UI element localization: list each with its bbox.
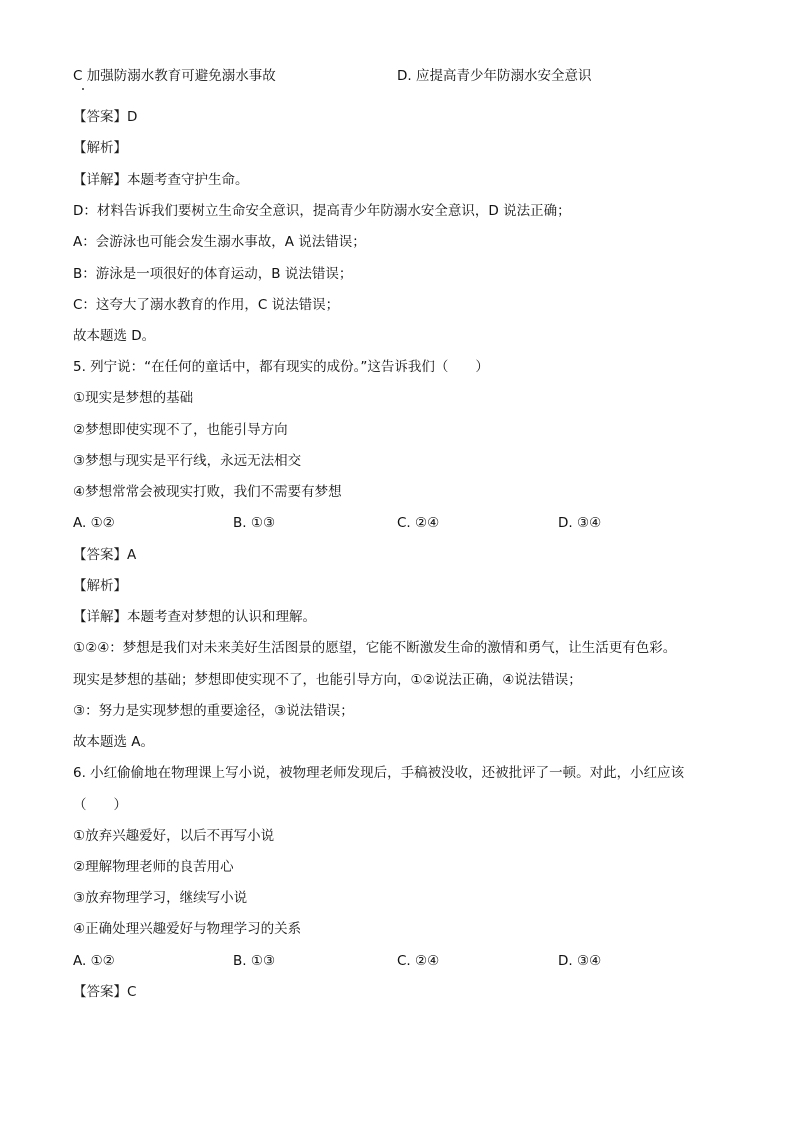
detail-line: 故本题选 A。 [73, 734, 155, 750]
option-d: D. ③④ [558, 953, 602, 969]
question-item: ②理解物理老师的良苦用心 [73, 859, 234, 875]
analysis-label: 【解析】 [73, 578, 127, 594]
question-6-stem: 6. 小红偷偷地在物理课上写小说，被物理老师发现后，手稿被没收，还被批评了一顿。对此，小红应该 [73, 765, 685, 781]
detail-line: ③：努力是实现梦想的重要途径，③说法错误； [73, 703, 354, 719]
option-c: C. ②④ [397, 515, 440, 531]
detail-line: D：材料告诉我们要树立生命安全意识，提高青少年防溺水安全意识，D 说法正确； [73, 203, 571, 219]
detail-line: ①②④：梦想是我们对未来美好生活图景的愿望，它能不断激发生命的激情和勇气，让生活更有色彩。 [73, 640, 677, 656]
answer-label: 【答案】C [73, 984, 137, 1000]
question-item: ②梦想即使实现不了，也能引导方向 [73, 422, 288, 438]
detail-line: 故本题选 D。 [73, 328, 156, 344]
option-c: C. ②④ [397, 953, 440, 969]
answer-label: 【答案】D [73, 109, 138, 125]
question-6-stem-cont: （ ） [73, 797, 127, 813]
option-d: D. ③④ [558, 515, 602, 531]
question-item: ③梦想与现实是平行线，永远无法相交 [73, 453, 302, 469]
detail-line: C：这夸大了溺水教育的作用，C 说法错误； [73, 297, 340, 313]
detail-line: 现实是梦想的基础；梦想即使实现不了，也能引导方向，①②说法正确，④说法错误； [73, 672, 582, 688]
stray-dot [82, 88, 84, 90]
question-item: ④正确处理兴趣爱好与物理学习的关系 [73, 921, 302, 937]
option-a: A. ①② [73, 953, 115, 969]
option-b: B. ①③ [233, 953, 276, 969]
option-d: D. 应提高青少年防溺水安全意识 [397, 68, 592, 84]
detail-text: 【详解】本题考查守护生命。 [73, 172, 249, 188]
detail-line: B：游泳是一项很好的体育运动，B 说法错误； [73, 266, 353, 282]
option-a: A. ①② [73, 515, 115, 531]
answer-label: 【答案】A [73, 547, 137, 563]
option-c: C 加强防溺水教育可避免溺水事故 [73, 68, 276, 84]
question-item: ①现实是梦想的基础 [73, 390, 194, 406]
detail-text: 【详解】本题考查对梦想的认识和理解。 [73, 609, 316, 625]
question-item: ④梦想常常会被现实打败，我们不需要有梦想 [73, 484, 342, 500]
question-item: ③放弃物理学习，继续写小说 [73, 890, 248, 906]
option-b: B. ①③ [233, 515, 276, 531]
detail-line: A：会游泳也可能会发生溺水事故，A 说法错误； [73, 234, 366, 250]
question-item: ①放弃兴趣爱好，以后不再写小说 [73, 828, 275, 844]
analysis-label: 【解析】 [73, 140, 127, 156]
question-5-stem: 5. 列宁说：“在任何的童话中，都有现实的成份。”这告诉我们（ ） [73, 359, 489, 375]
